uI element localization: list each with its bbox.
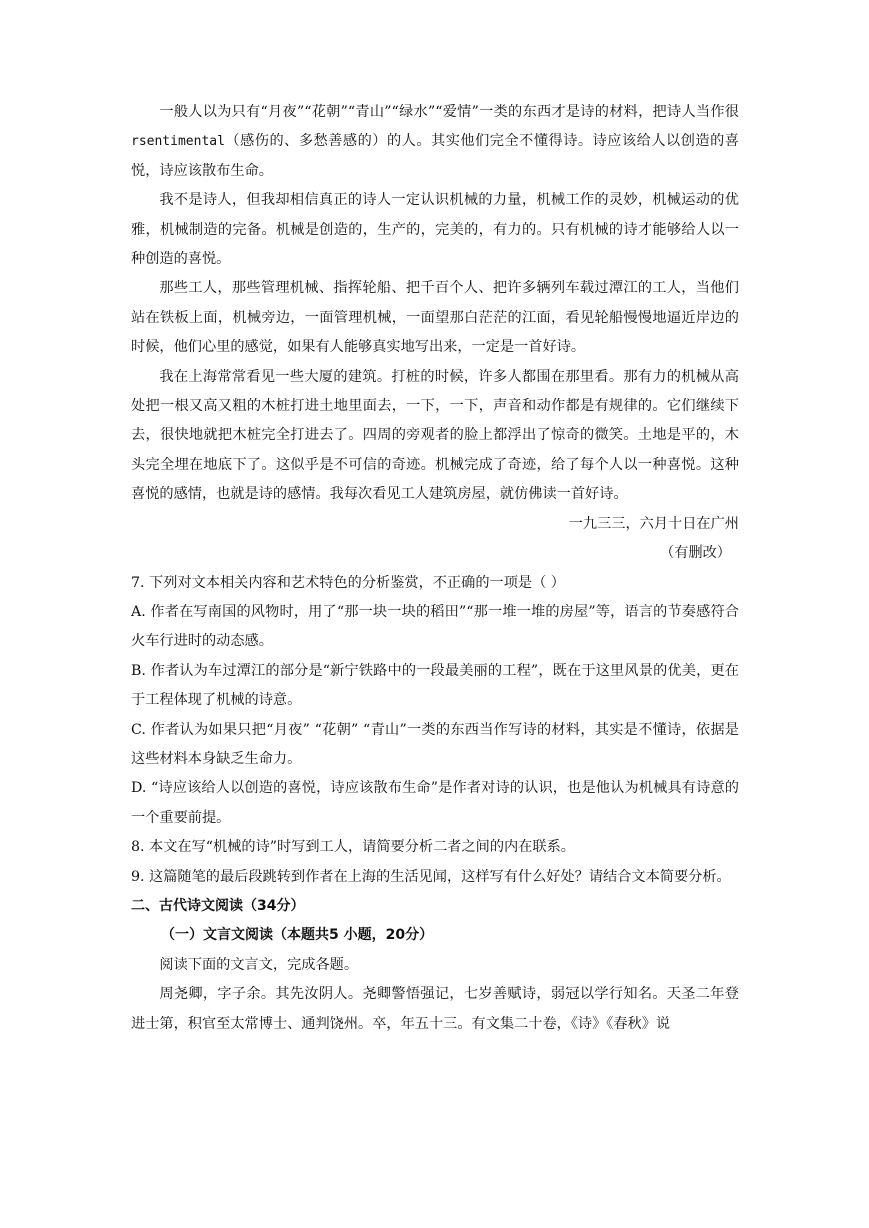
question-9: 9. 这篇随笔的最后段跳转到作者在上海的生活见闻，这样写有什么好处？请结合文本简要分析。 [131, 868, 731, 885]
question-7: 7. 下列对文本相关内容和艺术特色的分析鉴赏，不正确的一项是（ ） [131, 574, 565, 591]
essay-paragraph-1 [131, 98, 739, 186]
document-content [131, 98, 739, 1039]
option-a: A. 作者在写南国的风物时，用了“那一块一块的稻田”“那一堆一堆的房屋”等，语言的节奏感符合火车行进时的动态感。 [131, 603, 739, 650]
english-word: rsentimental [131, 134, 225, 150]
essay-paragraph-3: 那些工人，那些管理机械、指挥轮船、把千百个人、把许多辆列车载过潭江的工人，当他们站在铁板上面，机械旁边，一面管理机械，一面望那白茫茫的江面，看见轮船慢慢地逼近岸边的时候，他们心里的感觉，如果有人能够真实地写出来，一定是一首好诗。 [131, 280, 739, 356]
reading-instruction: 阅读下面的文言文，完成各题。 [159, 956, 359, 973]
essay-paragraph-2: 我不是诗人，但我却相信真正的诗人一定认识机械的力量，机械工作的灵妙，机械运动的优雅，机械制造的完备。机械是创造的，生产的，完美的，有力的。只有机械的诗才能够给人以一种创造的喜悦。 [131, 192, 739, 268]
essay-paragraph-4: 我在上海常常看见一些大厦的建筑。打桩的时候，许多人都围在那里看。那有力的机械从高处把一根又高又粗的木桩打进土地里面去，一下，一下，声音和动作都是有规律的。它们继续下去，很快地就把木桩完全打进去了。四周的旁观者的脸上都浮出了惊奇的微笑。土地是平的，木头完全埋在地底下了。这似乎是不可信的奇迹。机械完成了奇迹，给了每个人以一种喜悦。这种喜悦的感情，也就是诗的感情。我每次看见工人建筑房屋，就仿佛读一首好诗。 [131, 368, 739, 503]
section-heading: 二、古代诗文阅读（34分） [131, 897, 305, 914]
subsection-heading: （一）文言文阅读（本题共5 小题，20分） [161, 927, 434, 944]
question-8: 8. 本文在写“机械的诗”时写到工人，请简要分析二者之间的内在联系。 [131, 839, 575, 856]
option-b: B. 作者认为车过潭江的部分是“新宁铁路中的一段最美丽的工程”，既在于这里风景的优美，更在于工程体现了机械的诗意。 [131, 662, 739, 709]
option-c: C. 作者认为如果只把“月夜” “花朝” “青山”一类的东西当作写诗的材料，其实是不懂诗，依据是这些材料本身缺乏生命力。 [131, 721, 739, 767]
essay-paragraph-1-text-b: （感伤的、多愁善感的）的人。其实他们完全不懂得诗。诗应该给人以创造的喜悦，诗应该散布生命。 [131, 133, 739, 179]
essay-paragraph-1-text-a: 一般人以为只有“月夜”“花朝”“青山”“绿水”“爱情”一类的东西才是诗的材料，把诗人当作很 [159, 104, 739, 120]
essay-date: 一九三三，六月十日在广州 [568, 515, 739, 532]
classical-passage: 周尧卿，字子余。其先汝阴人。尧卿警悟强记，七岁善赋诗，弱冠以学行知名。天圣二年登进士第，积官至太常博士、通判饶州。卒，年五十三。有文集二十卷，《诗》《春秋》说 [131, 986, 739, 1032]
essay-edit-note: （有删改） [660, 545, 731, 562]
option-d: D. “诗应该给人以创造的喜悦，诗应该散布生命”是作者对诗的认识，也是他认为机械具有诗意的一个重要前提。 [131, 780, 739, 826]
